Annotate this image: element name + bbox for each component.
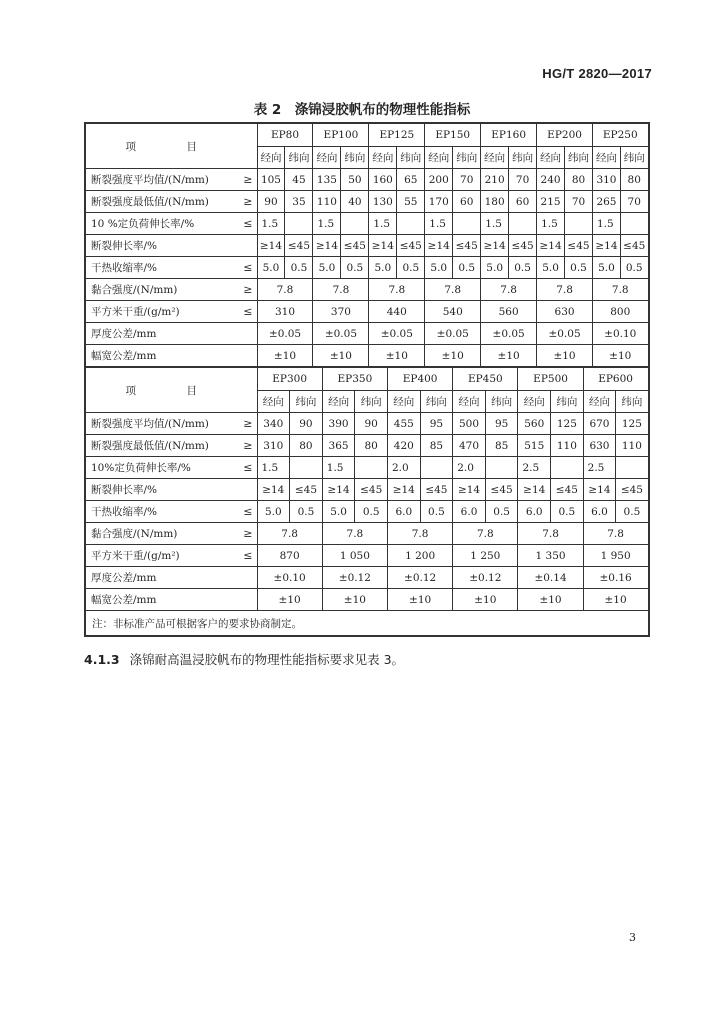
value-cell: 70: [453, 169, 481, 191]
value-cell: 7.8: [257, 523, 322, 545]
value-cell: [355, 457, 388, 479]
value-cell: 55: [397, 191, 425, 213]
value-cell: 240: [537, 169, 565, 191]
value-cell: 125: [616, 413, 649, 435]
value-cell: 800: [593, 301, 649, 323]
value-cell: 6.0: [453, 501, 486, 523]
relation-symbol: [235, 567, 257, 589]
value-cell: 40: [341, 191, 369, 213]
value-cell: 0.5: [620, 257, 648, 279]
table-row: [85, 301, 649, 323]
weft-header: 纬向: [620, 147, 648, 169]
value-cell: ±10: [257, 589, 322, 611]
warp-header: 经向: [481, 147, 509, 169]
value-cell: ≤45: [397, 235, 425, 257]
weft-header: 纬向: [397, 147, 425, 169]
grade-header: EP250: [593, 123, 649, 147]
value-cell: ±0.12: [453, 567, 518, 589]
weft-header: 纬向: [341, 147, 369, 169]
clause-text: 涤锦耐高温浸胶帆布的物理性能指标要求见表 3。: [129, 652, 405, 667]
value-cell: ≤45: [620, 235, 648, 257]
value-cell: 455: [388, 413, 421, 435]
value-cell: [616, 457, 649, 479]
weft-header: 纬向: [509, 147, 537, 169]
value-cell: 0.5: [551, 501, 584, 523]
value-cell: ≥14: [593, 235, 621, 257]
value-cell: 2.5: [583, 457, 616, 479]
value-cell: 5.0: [425, 257, 453, 279]
relation-symbol: [235, 345, 257, 368]
value-cell: [620, 213, 648, 235]
value-cell: 7.8: [322, 523, 387, 545]
value-cell: ±10: [537, 345, 593, 368]
value-cell: 80: [565, 169, 593, 191]
grade-header: EP125: [369, 123, 425, 147]
grade-header: EP400: [388, 367, 453, 391]
value-cell: ≤45: [341, 235, 369, 257]
table-row: [85, 169, 649, 191]
relation-symbol: ≥: [235, 191, 257, 213]
relation-symbol: ≤: [235, 257, 257, 279]
value-cell: 540: [425, 301, 481, 323]
value-cell: ±10: [322, 589, 387, 611]
item-label: 干热收缩率/%: [85, 257, 235, 279]
value-cell: 1 250: [453, 545, 518, 567]
value-cell: 5.0: [257, 501, 290, 523]
clause-paragraph: [84, 650, 404, 668]
table-row: [85, 213, 649, 235]
value-cell: 215: [537, 191, 565, 213]
value-cell: ≥14: [369, 235, 397, 257]
value-cell: 1.5: [369, 213, 397, 235]
value-cell: 440: [369, 301, 425, 323]
value-cell: 135: [313, 169, 341, 191]
value-cell: 125: [551, 413, 584, 435]
table-row: [85, 191, 649, 213]
value-cell: ±10: [453, 589, 518, 611]
value-cell: ≥14: [257, 479, 290, 501]
value-cell: 5.0: [537, 257, 565, 279]
value-cell: ≤45: [453, 235, 481, 257]
value-cell: 630: [537, 301, 593, 323]
value-cell: ≥14: [425, 235, 453, 257]
value-cell: 5.0: [257, 257, 285, 279]
value-cell: 85: [420, 435, 453, 457]
value-cell: ≤45: [290, 479, 323, 501]
value-cell: 340: [257, 413, 290, 435]
value-cell: 210: [481, 169, 509, 191]
value-cell: [453, 213, 481, 235]
value-cell: ±0.05: [257, 323, 313, 345]
value-cell: ≤45: [420, 479, 453, 501]
item-label: 幅宽公差/mm: [85, 345, 235, 368]
table-row: [85, 279, 649, 301]
relation-symbol: [235, 479, 257, 501]
warp-header: 经向: [593, 147, 621, 169]
relation-symbol: [235, 235, 257, 257]
value-cell: [397, 213, 425, 235]
table-note: 注：非标准产品可根据客户的要求协商制定。: [85, 611, 649, 637]
weft-header: 纬向: [420, 391, 453, 413]
grade-header: EP600: [583, 367, 648, 391]
value-cell: 95: [420, 413, 453, 435]
item-label: 断裂强度平均值/(N/mm): [85, 169, 235, 191]
value-cell: 1.5: [537, 213, 565, 235]
value-cell: ≤45: [565, 235, 593, 257]
value-cell: ±0.05: [313, 323, 369, 345]
table-row: [85, 413, 649, 435]
value-cell: ≥14: [257, 235, 285, 257]
item-label: 断裂强度最低值/(N/mm): [85, 435, 235, 457]
warp-header: 经向: [322, 391, 355, 413]
value-cell: 7.8: [453, 523, 518, 545]
value-cell: ±0.12: [388, 567, 453, 589]
value-cell: [551, 457, 584, 479]
value-cell: 6.0: [518, 501, 551, 523]
value-cell: 1 950: [583, 545, 648, 567]
value-cell: 80: [620, 169, 648, 191]
value-cell: 0.5: [290, 501, 323, 523]
table-title: 表 2 涤锦浸胶帆布的物理性能指标: [253, 102, 471, 118]
grade-header: EP160: [481, 123, 537, 147]
grade-header: EP150: [425, 123, 481, 147]
value-cell: 0.5: [565, 257, 593, 279]
warp-header: 经向: [369, 147, 397, 169]
warp-header: 经向: [518, 391, 551, 413]
table-row: [85, 479, 649, 501]
table-row: [85, 323, 649, 345]
value-cell: ≤45: [285, 235, 313, 257]
value-cell: ≥14: [537, 235, 565, 257]
value-cell: 2.0: [453, 457, 486, 479]
value-cell: 0.5: [420, 501, 453, 523]
item-label: 幅宽公差/mm: [85, 589, 235, 611]
value-cell: ≥14: [583, 479, 616, 501]
grade-header: EP80: [257, 123, 313, 147]
weft-header: 纬向: [565, 147, 593, 169]
standard-code: HG/T 2820—2017: [542, 66, 652, 81]
value-cell: ≥14: [388, 479, 421, 501]
table-row: [85, 457, 649, 479]
value-cell: [485, 457, 518, 479]
value-cell: ±10: [425, 345, 481, 368]
value-cell: 515: [518, 435, 551, 457]
warp-header: 经向: [257, 147, 285, 169]
value-cell: ±10: [257, 345, 313, 368]
value-cell: 60: [509, 191, 537, 213]
value-cell: 90: [257, 191, 285, 213]
value-cell: 1 350: [518, 545, 583, 567]
item-label: 10 %定负荷伸长率/%: [85, 213, 235, 235]
value-cell: ≥14: [322, 479, 355, 501]
value-cell: 870: [257, 545, 322, 567]
value-cell: 560: [518, 413, 551, 435]
value-cell: ≥14: [313, 235, 341, 257]
value-cell: 6.0: [583, 501, 616, 523]
value-cell: ±10: [313, 345, 369, 368]
value-cell: [565, 213, 593, 235]
value-cell: 60: [453, 191, 481, 213]
value-cell: [341, 213, 369, 235]
value-cell: 560: [481, 301, 537, 323]
value-cell: ≥14: [481, 235, 509, 257]
value-cell: 265: [593, 191, 621, 213]
item-label: 厚度公差/mm: [85, 323, 235, 345]
value-cell: [285, 213, 313, 235]
relation-symbol: ≥: [235, 279, 257, 301]
value-cell: 1.5: [313, 213, 341, 235]
table-row: [85, 567, 649, 589]
warp-header: 经向: [313, 147, 341, 169]
value-cell: 80: [290, 435, 323, 457]
value-cell: 5.0: [481, 257, 509, 279]
value-cell: 7.8: [313, 279, 369, 301]
value-cell: 7.8: [518, 523, 583, 545]
item-label: 断裂伸长率/%: [85, 479, 235, 501]
weft-header: 纬向: [616, 391, 649, 413]
value-cell: 310: [257, 301, 313, 323]
weft-header: 纬向: [485, 391, 518, 413]
value-cell: 7.8: [593, 279, 649, 301]
value-cell: ±10: [593, 345, 649, 368]
value-cell: 170: [425, 191, 453, 213]
relation-symbol: ≥: [235, 523, 257, 545]
value-cell: [420, 457, 453, 479]
table-note-row: [85, 611, 649, 637]
value-cell: 0.5: [485, 501, 518, 523]
value-cell: 70: [565, 191, 593, 213]
relation-symbol: ≤: [235, 545, 257, 567]
table-row: [85, 589, 649, 611]
relation-symbol: [235, 589, 257, 611]
value-cell: 110: [551, 435, 584, 457]
weft-header: 纬向: [290, 391, 323, 413]
value-cell: ≥14: [518, 479, 551, 501]
value-cell: ±0.14: [518, 567, 583, 589]
value-cell: 130: [369, 191, 397, 213]
grade-header: EP450: [453, 367, 518, 391]
value-cell: ±10: [583, 589, 648, 611]
value-cell: 180: [481, 191, 509, 213]
value-cell: 5.0: [322, 501, 355, 523]
grade-header: EP350: [322, 367, 387, 391]
value-cell: 7.8: [369, 279, 425, 301]
value-cell: ≤45: [551, 479, 584, 501]
value-cell: 65: [397, 169, 425, 191]
grade-header: EP200: [537, 123, 593, 147]
value-cell: ±0.05: [537, 323, 593, 345]
value-cell: 1 050: [322, 545, 387, 567]
value-cell: 5.0: [593, 257, 621, 279]
value-cell: 470: [453, 435, 486, 457]
value-cell: 0.5: [355, 501, 388, 523]
warp-header: 经向: [388, 391, 421, 413]
value-cell: 6.0: [388, 501, 421, 523]
value-cell: 1.5: [481, 213, 509, 235]
grade-header: EP500: [518, 367, 583, 391]
value-cell: 1.5: [257, 457, 290, 479]
value-cell: 0.5: [397, 257, 425, 279]
value-cell: 390: [322, 413, 355, 435]
value-cell: 5.0: [313, 257, 341, 279]
value-cell: 7.8: [257, 279, 313, 301]
value-cell: 0.5: [453, 257, 481, 279]
table-row: [85, 235, 649, 257]
grade-header: EP100: [313, 123, 369, 147]
clause-number: 4.1.3: [84, 652, 120, 667]
value-cell: 0.5: [509, 257, 537, 279]
value-cell: 35: [285, 191, 313, 213]
relation-symbol: ≥: [235, 413, 257, 435]
value-cell: 70: [620, 191, 648, 213]
value-cell: 2.5: [518, 457, 551, 479]
table-header-row: [85, 123, 649, 147]
value-cell: ±0.10: [593, 323, 649, 345]
item-label: 断裂强度最低值/(N/mm): [85, 191, 235, 213]
item-header: 项 目: [85, 367, 257, 413]
value-cell: 500: [453, 413, 486, 435]
value-cell: 310: [593, 169, 621, 191]
properties-table: [84, 122, 650, 637]
value-cell: 1.5: [425, 213, 453, 235]
relation-symbol: ≤: [235, 301, 257, 323]
warp-header: 经向: [425, 147, 453, 169]
value-cell: ±10: [518, 589, 583, 611]
value-cell: 7.8: [537, 279, 593, 301]
value-cell: ±10: [388, 589, 453, 611]
value-cell: 90: [355, 413, 388, 435]
value-cell: 370: [313, 301, 369, 323]
value-cell: 1.5: [593, 213, 621, 235]
warp-header: 经向: [453, 391, 486, 413]
value-cell: ±0.12: [322, 567, 387, 589]
item-label: 断裂强度平均值/(N/mm): [85, 413, 235, 435]
value-cell: 1 200: [388, 545, 453, 567]
value-cell: ≤45: [485, 479, 518, 501]
value-cell: ≤45: [616, 479, 649, 501]
value-cell: 7.8: [481, 279, 537, 301]
table-header-row: [85, 367, 649, 391]
item-header: 项 目: [85, 123, 257, 169]
value-cell: 7.8: [388, 523, 453, 545]
value-cell: ≥14: [453, 479, 486, 501]
value-cell: ≤45: [509, 235, 537, 257]
value-cell: 2.0: [388, 457, 421, 479]
value-cell: 1.5: [257, 213, 285, 235]
item-label: 平方米干重/(g/m²): [85, 301, 235, 323]
weft-header: 纬向: [285, 147, 313, 169]
value-cell: 0.5: [341, 257, 369, 279]
value-cell: ±10: [369, 345, 425, 368]
value-cell: ±0.05: [369, 323, 425, 345]
item-label: 黏合强度/(N/mm): [85, 523, 235, 545]
value-cell: ±0.05: [481, 323, 537, 345]
item-label: 平方米干重/(g/m²): [85, 545, 235, 567]
item-label: 厚度公差/mm: [85, 567, 235, 589]
value-cell: [290, 457, 323, 479]
warp-header: 经向: [583, 391, 616, 413]
value-cell: 50: [341, 169, 369, 191]
value-cell: 0.5: [616, 501, 649, 523]
value-cell: 365: [322, 435, 355, 457]
table-row: [85, 501, 649, 523]
value-cell: 70: [509, 169, 537, 191]
value-cell: 630: [583, 435, 616, 457]
table-row: [85, 435, 649, 457]
value-cell: [509, 213, 537, 235]
value-cell: 95: [485, 413, 518, 435]
weft-header: 纬向: [355, 391, 388, 413]
value-cell: ±0.05: [425, 323, 481, 345]
grade-header: EP300: [257, 367, 322, 391]
properties-table-wrapper: [84, 122, 648, 637]
value-cell: 670: [583, 413, 616, 435]
table-row: [85, 523, 649, 545]
relation-symbol: ≤: [235, 457, 257, 479]
value-cell: 105: [257, 169, 285, 191]
item-label: 干热收缩率/%: [85, 501, 235, 523]
relation-symbol: [235, 323, 257, 345]
item-label: 黏合强度/(N/mm): [85, 279, 235, 301]
item-label: 断裂伸长率/%: [85, 235, 235, 257]
value-cell: 200: [425, 169, 453, 191]
value-cell: ≤45: [355, 479, 388, 501]
value-cell: 1.5: [322, 457, 355, 479]
value-cell: 45: [285, 169, 313, 191]
warp-header: 经向: [537, 147, 565, 169]
value-cell: ±0.16: [583, 567, 648, 589]
page-number: 3: [629, 931, 636, 944]
value-cell: 110: [616, 435, 649, 457]
value-cell: ±10: [481, 345, 537, 368]
table-row: [85, 545, 649, 567]
value-cell: 0.5: [285, 257, 313, 279]
warp-header: 经向: [257, 391, 290, 413]
value-cell: 5.0: [369, 257, 397, 279]
relation-symbol: ≥: [235, 169, 257, 191]
relation-symbol: ≤: [235, 213, 257, 235]
value-cell: 420: [388, 435, 421, 457]
value-cell: 160: [369, 169, 397, 191]
item-label: 10%定负荷伸长率/%: [85, 457, 235, 479]
value-cell: ±0.10: [257, 567, 322, 589]
value-cell: 7.8: [425, 279, 481, 301]
value-cell: 7.8: [583, 523, 648, 545]
table-row: [85, 257, 649, 279]
value-cell: 80: [355, 435, 388, 457]
value-cell: 310: [257, 435, 290, 457]
value-cell: 85: [485, 435, 518, 457]
value-cell: 90: [290, 413, 323, 435]
value-cell: 110: [313, 191, 341, 213]
weft-header: 纬向: [551, 391, 584, 413]
table-row: [85, 345, 649, 368]
relation-symbol: ≥: [235, 435, 257, 457]
relation-symbol: ≤: [235, 501, 257, 523]
weft-header: 纬向: [453, 147, 481, 169]
